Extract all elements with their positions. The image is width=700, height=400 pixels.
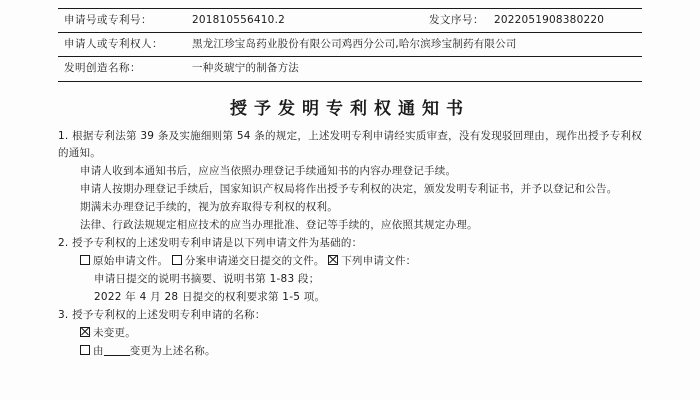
clause-1-paragraph-2: 申请人按期办理登记手续后，国家知识产权局将作出授予专利权的决定，颁发发明专利证书，并予以登记和公告。	[80, 182, 618, 195]
option-name-changed-suffix: 变更为上述名称。	[129, 344, 216, 357]
dispatch-number-label: 发文序号：	[429, 14, 484, 26]
invention-title-label: 发明创造名称：	[64, 62, 141, 75]
checkbox-original-documents[interactable]	[80, 255, 90, 265]
header-info-table	[58, 8, 642, 82]
checkbox-divisional-documents[interactable]	[172, 255, 182, 265]
name-change-blank-field[interactable]	[104, 344, 130, 356]
option-divisional-documents[interactable]	[172, 255, 325, 267]
option-original-documents-label: 原始申请文件。	[93, 254, 169, 267]
option-name-changed[interactable]	[58, 343, 642, 360]
applicant-label: 申请人或专利权人：	[64, 38, 163, 51]
checkbox-name-changed[interactable]	[80, 345, 90, 355]
clause-2-document-line-2: 2022 年 4 月 28 日提交的权利要求第 1-5 项。	[94, 290, 326, 303]
option-divisional-documents-label: 分案申请递交日提交的文件。	[184, 254, 325, 267]
table-row	[58, 9, 642, 33]
option-name-unchanged-label: 未变更。	[93, 326, 136, 339]
option-original-documents[interactable]	[80, 255, 168, 267]
application-number-label: 申请号或专利号：	[64, 14, 152, 26]
clause-1-paragraph-4: 法律、行政法规规定相应技术的应当办理批准、登记等手续的，应依照其规定办理。	[80, 218, 478, 231]
option-name-changed-prefix: 由	[93, 344, 104, 357]
clause-1-paragraph-1: 申请人收到本通知书后，应应当依照办理登记手续通知书的内容办理登记手续。	[80, 164, 457, 177]
clause-2-document-line-1: 申请日提交的说明书摘要、说明书第 1-83 段；	[94, 272, 320, 285]
application-number-value: 201810556410.2	[192, 14, 285, 26]
option-following-documents[interactable]	[328, 255, 416, 267]
clause-1-text: 1. 根据专利法第 39 条及实施细则第 54 条的规定，上述发明专利申请经实质审查，没有发现驳回理由，现作出授予专利权的通知。	[58, 129, 642, 159]
checkbox-name-unchanged[interactable]	[80, 327, 90, 337]
clause-2-options-row	[58, 253, 642, 270]
checkbox-following-documents[interactable]	[328, 255, 338, 265]
document-body	[58, 128, 642, 360]
clause-1-paragraph-3: 期满未办理登记手续的，视为放弃取得专利权的权利。	[80, 200, 338, 213]
clause-2-text: 2. 授予专利权的上述发明专利申请是以下列申请文件为基础的：	[58, 236, 363, 249]
applicant-value: 黑龙江珍宝岛药业股份有限公司鸡西分公司,哈尔滨珍宝制药有限公司	[192, 38, 517, 51]
table-row	[58, 33, 642, 57]
option-following-documents-label: 下列申请文件：	[341, 254, 417, 267]
page-title: 授予发明专利权通知书	[230, 98, 470, 119]
dispatch-number-value: 2022051908380220	[494, 14, 605, 26]
clause-3-text: 3. 授予专利权的上述发明专利申请的名称：	[58, 308, 266, 321]
invention-title-value: 一种炎琥宁的制备方法	[192, 62, 299, 75]
option-name-unchanged[interactable]	[58, 325, 642, 342]
table-row	[58, 57, 642, 81]
